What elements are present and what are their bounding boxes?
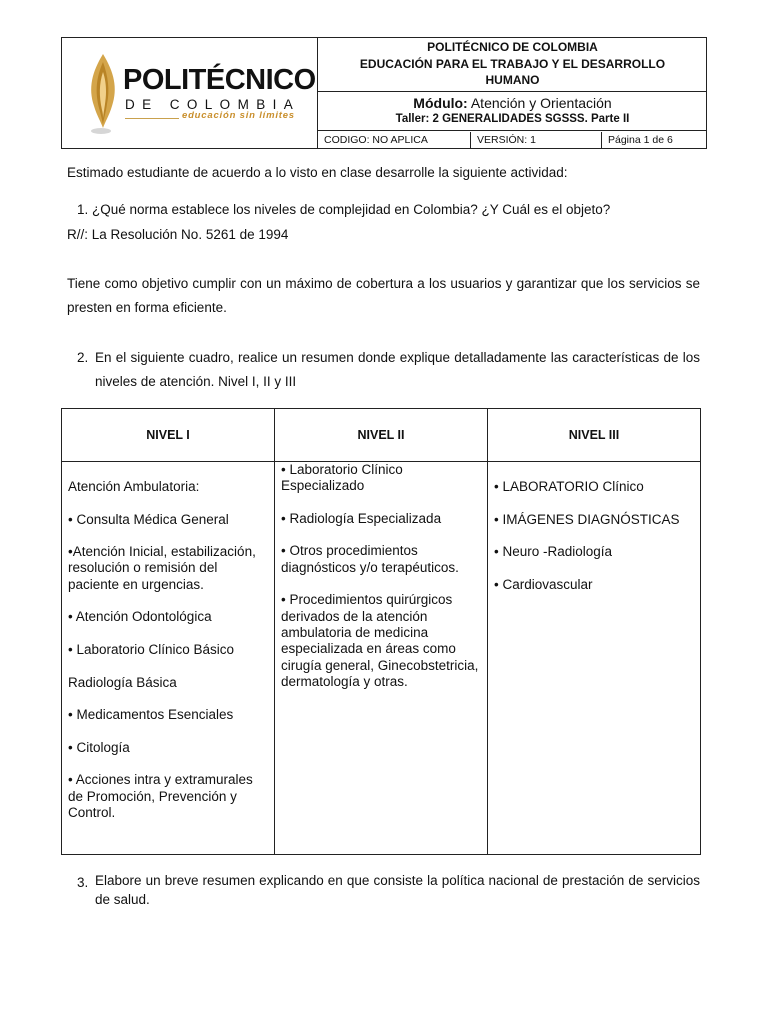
logo-base-shape	[91, 128, 111, 134]
list-item: • Otros procedimientos diagnósticos y/o terapéuticos.	[281, 543, 459, 575]
table-column-nivel-1	[62, 462, 275, 854]
taller-title: Taller: 2 GENERALIDADES SGSSS. Parte II	[395, 113, 630, 125]
list-item: • IMÁGENES DIAGNÓSTICAS	[494, 511, 680, 527]
list-item: •Atención Inicial, estabilización, resolución o remisión del paciente en urgencias.	[68, 544, 256, 592]
intro-text: Estimado estudiante de acuerdo a lo visto en clase desarrolle la siguiente actividad:	[67, 165, 568, 180]
table-header-nivel-3: NIVEL III	[488, 409, 700, 462]
document-code: CODIGO: NO APLICA	[318, 132, 471, 148]
question-3-number: 3.	[77, 875, 89, 890]
module-info	[318, 93, 707, 131]
question-3: Elabore un breve resumen explicando en que consiste la política nacional de prestación de servicios de salud.	[95, 873, 700, 907]
question-2-number: 2.	[77, 350, 89, 365]
list-item: • Citología	[68, 739, 130, 755]
document-header	[61, 37, 707, 149]
table-header-nivel-1: NIVEL I	[62, 409, 275, 462]
list-item: • Procedimientos quirúrgicos derivados de la atención ambulatoria de medicina especializada en áreas como cirugía general, Ginecobstetricia, dermatología y otras.	[281, 592, 479, 689]
table-header-nivel-2: NIVEL II	[275, 409, 488, 462]
flame-icon	[86, 52, 120, 130]
program-line-2: HUMANO	[485, 73, 540, 87]
list-item: Radiología Básica	[68, 674, 177, 690]
question-1: 1. ¿Qué norma establece los niveles de complejidad en Colombia? ¿Y Cuál es el objeto?	[77, 202, 611, 217]
levels-table	[61, 408, 701, 855]
page-number: Página 1 de 6	[608, 134, 673, 146]
list-item: Atención Ambulatoria:	[68, 479, 200, 494]
list-item: • Laboratorio Clínico Básico	[68, 641, 235, 657]
list-item: • Radiología Especializada	[281, 510, 442, 526]
logo-divider	[125, 118, 179, 119]
list-item: • Atención Odontológica	[68, 609, 212, 625]
list-item: • Cardiovascular	[494, 576, 593, 592]
logo-name: POLITÉCNICO	[123, 64, 316, 96]
document-version: VERSIÓN: 1	[471, 132, 602, 148]
list-item: • LABORATORIO Clínico	[494, 479, 644, 494]
module-value: Atención y Orientación	[470, 95, 612, 111]
answer-1: R//: La Resolución No. 5261 de 1994	[67, 227, 289, 242]
header-title	[318, 38, 707, 92]
list-item: • Laboratorio Clínico Especializado	[281, 462, 403, 494]
module-label: Módulo:	[413, 95, 468, 111]
list-item: • Consulta Médica General	[68, 511, 229, 527]
list-item: • Medicamentos Esenciales	[68, 707, 234, 723]
logo	[62, 38, 318, 148]
table-column-nivel-2	[275, 462, 488, 854]
table-column-nivel-3	[488, 462, 700, 854]
program-line-1: EDUCACIÓN PARA EL TRABAJO Y EL DESARROLLO	[359, 56, 666, 71]
question-2: En el siguiente cuadro, realice un resumen donde explique detalladamente las características de los niveles de atención. Nivel I, II y III	[95, 350, 700, 389]
objective-paragraph: Tiene como objetivo cumplir con un máximo de cobertura a los usuarios y garantizar que los servicios se presten en forma eficiente.	[67, 276, 700, 315]
institution-name: POLITÉCNICO DE COLOMBIA	[427, 40, 598, 54]
list-item: • Neuro -Radiología	[494, 544, 613, 560]
list-item: • Acciones intra y extramurales de Promoción, Prevención y Control.	[68, 772, 253, 820]
logo-subtitle: DE COLOMBIA	[125, 97, 301, 112]
logo-tagline: educación sin límites	[182, 110, 295, 121]
